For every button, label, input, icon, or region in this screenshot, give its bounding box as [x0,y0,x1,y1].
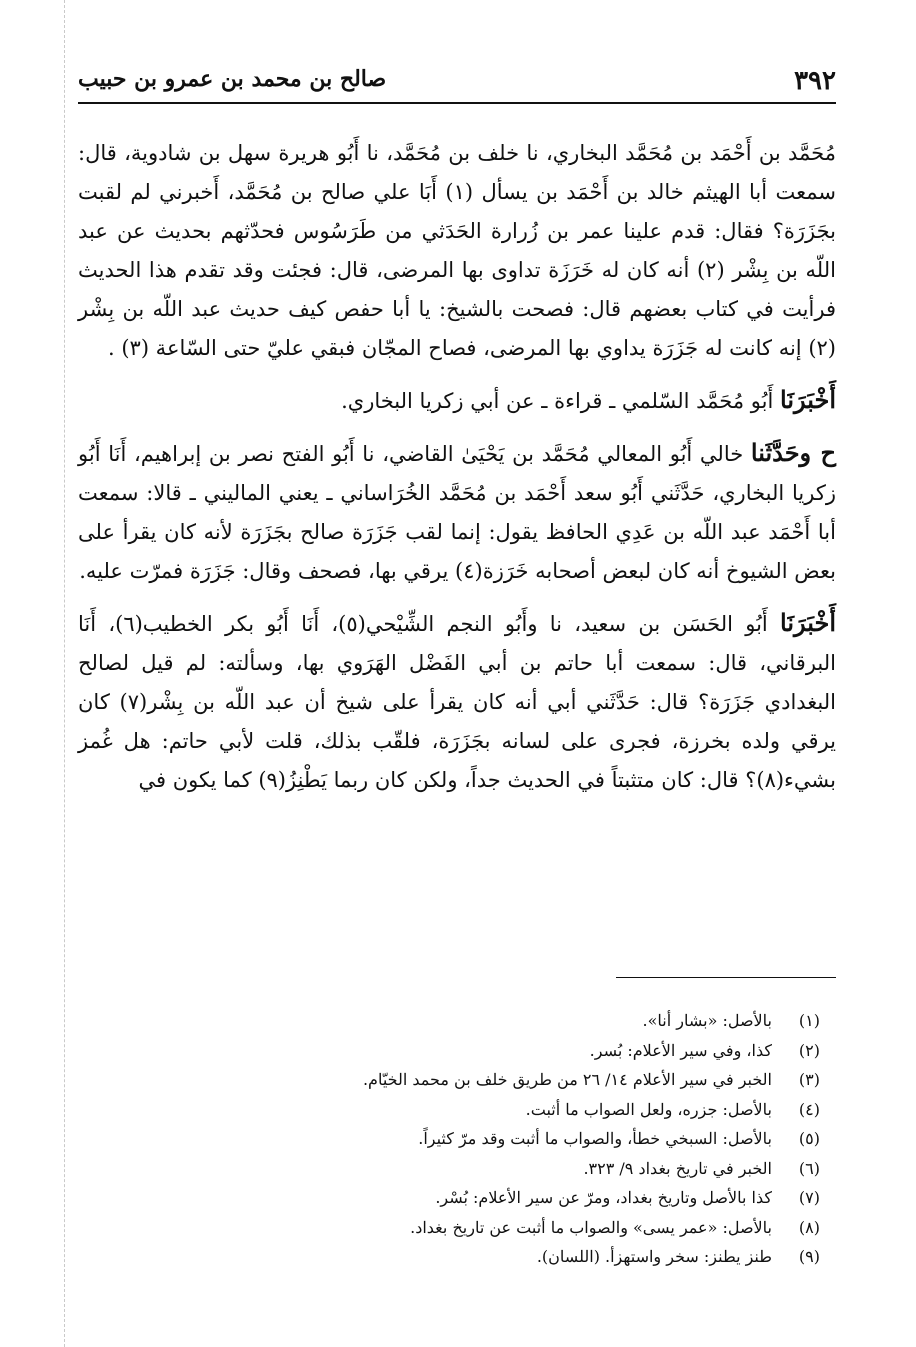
main-text [78,134,836,800]
paragraph [78,134,836,368]
footnote [78,1036,820,1066]
paragraph [78,380,836,421]
paragraph-lead: أَخْبَرَنَا [780,608,836,637]
footnote-number: (٢) [798,1040,820,1060]
footnote-text: بالأصل: «عمر يسى» والصواب ما أثبت عن تاريخ بغداد. [410,1217,772,1237]
footnote-number: (٩) [798,1247,820,1267]
footnote-number: (٤) [798,1099,820,1119]
header-rule [78,102,836,104]
footnote-text: الخبر في تاريخ بغداد ٩/ ٣٢٣. [583,1158,772,1178]
paragraph-lead: ح وحَدَّثَنا [750,438,836,467]
footnote [78,1154,820,1184]
footnote-number: (٦) [798,1158,820,1178]
paragraph [78,603,836,800]
paragraph-text: خالي أَبُو المعالي مُحَمَّد بن يَحْيَىٰ القاضي، نا أَبُو الفتح نصر بن إبراهيم، أَنَا أَبُو زكريا البخاري، حَدَّثَني أَبُو سعد أَحْمَد بن مُحَمَّد الخُرَاساني ـ يعني الماليني ـ قالا: سمعت أبا أَحْمَد عبد اللّه بن عَدِي الحافظ يقول: إنما لقب جَزَرَة صالح بجَزَرَة لأنه كان يقرأ على بعض الشيوخ أنه كان لبعض أصحابه خَرَزة(٤) يرقي بها، فصحف وقال: جَزَرَة فمرّت عليه. [78,442,836,583]
paragraph [78,433,836,591]
footnote [78,1065,820,1095]
footnote-text: كذا، وفي سير الأعلام: بُسر. [589,1040,772,1060]
footnote-text: بالأصل: السبخي خطأ، والصواب ما أثبت وقد مرّ كثيراً. [418,1129,772,1149]
paragraph-text: أَبُو مُحَمَّد السّلمي ـ قراءة ـ عن أبي زكريا البخاري. [341,389,774,413]
binding-edge-line [64,0,66,1347]
footnote-text: طنز يطنز: سخر واستهزأ. (اللسان). [536,1247,772,1267]
footnote [78,1242,820,1272]
footnote-separator [616,977,836,978]
footnote-text: بالأصل: «بشار أنا». [642,1011,772,1031]
footnote [78,1183,820,1213]
footnote-number: (٥) [798,1129,820,1149]
footnote-number: (٨) [798,1217,820,1237]
paragraph-text: أَبُو الحَسَن بن سعيد، نا وأَبُو النجم الشِّيْحي(٥)، أَنَا أَبُو بكر الخطيب(٦)، أَنَا البرقاني، قال: سمعت أبا حاتم بن أبي الفَضْل الهَرَوي بها، وسألته: لم قيل لصالح البغدادي جَزَرَة؟ قال: حَدَّثَني أبي أنه كان يقرأ على شيخ أن عبد اللّه بن بِشْر(٧) كان يرقي ولده بخرزة، فجرى على لسانه بجَزَرَة، فلقّب بذلك، قلت لأبي حاتم: هل غُمز بشيء(٨)؟ قال: كان متثبتاً في الحديث جداً، ولكن كان ربما يَطْنِزُ(٩) كما يكون في [78,612,837,792]
footnote-text: كذا بالأصل وتاريخ بغداد، ومرّ عن سير الأعلام: بُسْر. [435,1188,772,1208]
footnote-text: بالأصل: جزره، ولعل الصواب ما أثبت. [525,1099,772,1119]
paragraph-text: مُحَمَّد بن أَحْمَد بن مُحَمَّد البخاري، نا خلف بن مُحَمَّد، نا أَبُو هريرة سهل بن شادوية، قال: سمعت أبا الهيثم خالد بن أَحْمَد بن يسأل (١) أَبَا علي صالح بن مُحَمَّد، أَخبرني لم لقبت بجَزَرَة؟ فقال: قدم علينا عمر بن زُرارة الحَدَثي من طَرَسُوس فحدّثهم بحديث عن عبد اللّه بن بِشْر (٢) أنه كان له خَرَزَة تداوى بها المرضى، قال: فجئت وقد تقدم هذا الحديث فرأيت في كتاب بعضهم قال: فصحت بالشيخ: يا أبا حفص كيف حديث عبد اللّه بن بِشْر (٢) إنه كانت له جَزَرَة يداوي بها المرضى، فصاح المجّان فبقي عليّ حتى السّاعة (٣) . [78,141,836,360]
footnote-text: الخبر في سير الأعلام ١٤/ ٢٦ من طريق خلف بن محمد الخيّام. [362,1070,772,1090]
footnote [78,1213,820,1243]
footnotes [78,1006,820,1272]
paragraph-lead: أَخْبَرَنَا [780,385,836,414]
footnote [78,1124,820,1154]
footnote-number: (٧) [798,1188,820,1208]
running-title: صالح بن محمد بن عمرو بن حبيب [78,66,387,92]
page-number: ٣٩٢ [794,66,836,96]
footnote [78,1095,820,1125]
footnote-number: (١) [798,1011,820,1031]
footnote [78,1006,820,1036]
footnote-number: (٣) [798,1070,820,1090]
page-header [78,60,836,104]
